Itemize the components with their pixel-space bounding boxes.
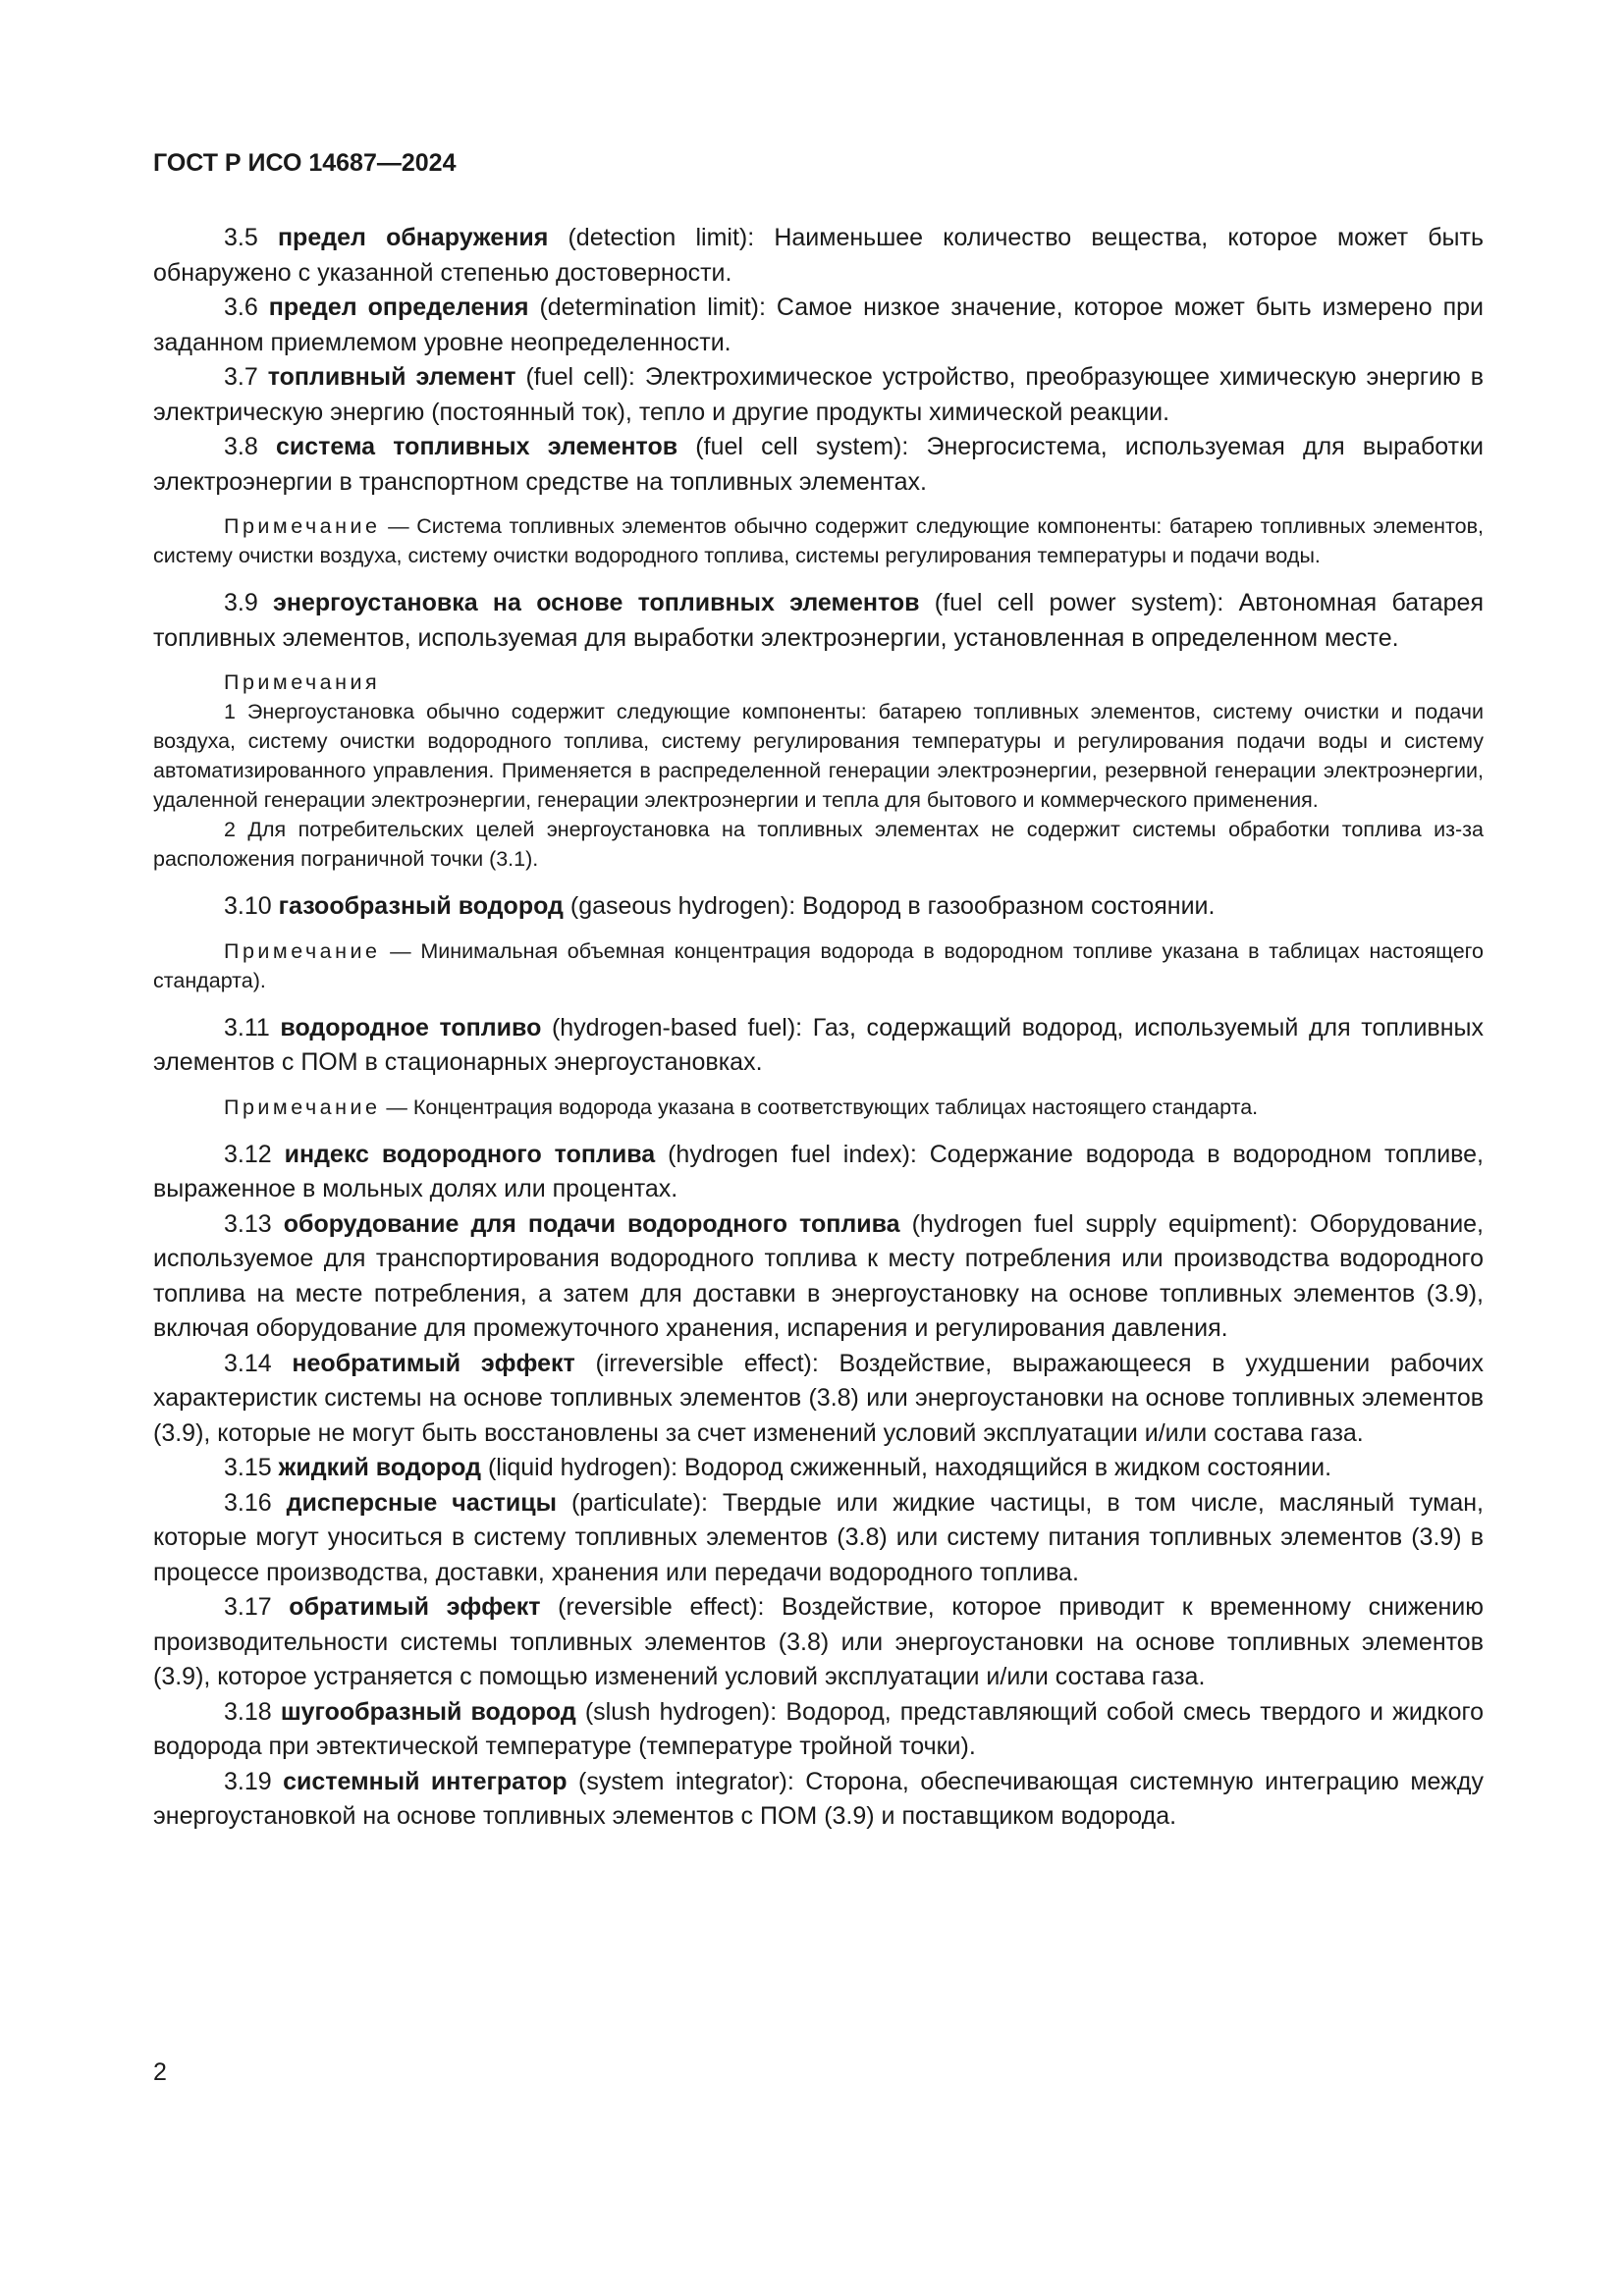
entry-term: обратимый эффект: [289, 1593, 541, 1621]
term-entry-3-12: [153, 1138, 1484, 1207]
entry-definition: (determination limit): Самое низкое значение, которое может быть измерено при заданном приемлемом уровне неопределенности.: [153, 294, 1484, 356]
entry-term: предел определения: [268, 294, 529, 321]
page-number: 2: [153, 2058, 167, 2086]
entry-definition: (irreversible effect): Воздействие, выражающееся в ухудшении рабочих характеристик системы на основе топливных элементов (3.8) или энергоустановки на основе топливных элементов (3.9), которые не могут быть восстановлены за счет изменений условий эксплуатации и/или состава газа.: [153, 1349, 1484, 1447]
term-entry-3-11: [153, 1011, 1484, 1081]
entry-term: система топливных элементов: [275, 433, 678, 460]
entry-number: 3.8: [224, 433, 258, 460]
entry-term: системный интегратор: [283, 1767, 568, 1795]
entry-number: 3.11: [224, 1013, 270, 1041]
entry-definition: (slush hydrogen): Водород, представляющий собой смесь твердого и жидкого водорода при эвтектической температуре (температуре тройной точки).: [153, 1697, 1484, 1760]
entry-number: 3.9: [224, 589, 258, 616]
document-code-header: ГОСТ Р ИСО 14687—2024: [153, 149, 457, 177]
entry-definition: (hydrogen fuel supply equipment): Оборудование, используемое для транспортирования водородного топлива к месту потребления или производства водородного топлива на месте потребления, а затем для доставки в энергоустановку на основе топливных элементов (3.9), включая оборудование для промежуточного хранения, испарения и регулирования давления.: [153, 1209, 1485, 1342]
entry-definition: (liquid hydrogen): Водород сжиженный, находящийся в жидком состоянии.: [481, 1454, 1332, 1481]
term-entry-3-9: [153, 586, 1484, 656]
entry-term: дисперсные частицы: [286, 1488, 557, 1517]
term-entry-3-17: [153, 1590, 1484, 1695]
entry-term: индекс водородного топлива: [284, 1140, 656, 1168]
entry-definition: (detection limit): Наименьшее количество вещества, которое может быть обнаружено с указанной степенью достоверности.: [153, 224, 1484, 287]
entry-definition: (reversible effect): Воздействие, которое приводит к временному снижению производительности системы топливных элементов (3.8) или энергоустановки на основе топливных элементов (3.9), которое устраняется с помощью изменений условий эксплуатации и/или состава газа.: [153, 1593, 1484, 1690]
term-entry-3-19: [153, 1765, 1484, 1835]
term-entry-3-10: [153, 889, 1484, 925]
entry-number: 3.7: [224, 363, 258, 391]
term-entry-3-5: [153, 221, 1484, 291]
entry-number: 3.19: [224, 1767, 272, 1795]
notes-heading-3-9: [153, 667, 1484, 697]
note-label: Примечание: [224, 938, 381, 963]
entry-definition: (fuel cell power system): Автономная батарея топливных элементов, используемая для выработки электроэнергии, установленная в определенном месте.: [153, 589, 1484, 652]
entry-definition: (hydrogen-based fuel): Газ, содержащий водород, используемый для топливных элементов с ПОМ в стационарных энергоустановках.: [153, 1013, 1484, 1076]
entry-number: 3.16: [224, 1488, 272, 1517]
note-item-3-9-1: 1 Энергоустановка обычно содержит следующие компоненты: батарею топливных элементов, систему очистки и подачи воздуха, систему очистки водородного топлива, систему регулирования температуры и регулирования подачи воды и систему автоматизированного управления. Применяется в распределенной генерации электроэнергии, резервной генерации электроэнергии, удаленной генерации электроэнергии, генерации электроэнергии и тепла для бытового и коммерческого применения.: [153, 700, 1484, 812]
note-3-8: [153, 511, 1484, 570]
entry-number: 3.18: [224, 1697, 272, 1726]
term-entry-3-8: [153, 430, 1484, 500]
entry-term: газообразный водород: [278, 892, 564, 920]
notes-label: Примечания: [224, 670, 381, 694]
entry-number: 3.10: [224, 892, 272, 920]
note-label: Примечание: [224, 1095, 381, 1119]
term-entry-3-15: [153, 1451, 1484, 1486]
note-label: Примечание: [224, 514, 381, 538]
term-entry-3-6: [153, 291, 1484, 360]
entry-definition: (fuel cell): Электрохимическое устройство, преобразующее химическую энергию в электрическую энергию (постоянный ток), тепло и другие продукты химической реакции.: [153, 363, 1484, 426]
entry-term: предел обнаружения: [277, 224, 549, 251]
entry-term: энергоустановка на основе топливных элементов: [273, 589, 920, 616]
entry-number: 3.17: [224, 1593, 272, 1621]
entry-term: водородное топливо: [280, 1013, 542, 1041]
term-entry-3-7: [153, 360, 1484, 430]
entry-number: 3.12: [224, 1140, 272, 1168]
note-3-10: [153, 936, 1484, 995]
entry-term: оборудование для подачи водородного топлива: [283, 1209, 900, 1238]
entry-number: 3.14: [224, 1349, 272, 1377]
note-text: — Система топливных элементов обычно содержит следующие компоненты: батарею топливных элементов, систему очистки воздуха, систему очистки водородного топлива, системы регулирования температуры и подачи воды.: [153, 514, 1484, 567]
note-3-11: [153, 1093, 1484, 1122]
note-item-3-9-2: 2 Для потребительских целей энергоустановка на топливных элементах не содержит системы обработки топлива из-за расположения пограничной точки (3.1).: [153, 818, 1484, 871]
term-entry-3-14: [153, 1347, 1484, 1452]
entry-definition: (fuel cell system): Энергосистема, используемая для выработки электроэнергии в транспортном средстве на топливных элементах.: [153, 433, 1484, 496]
entry-term: жидкий водород: [278, 1454, 481, 1481]
entry-term: шугообразный водород: [280, 1697, 576, 1726]
entry-term: топливный элемент: [267, 363, 516, 391]
term-entry-3-13: [153, 1207, 1484, 1347]
entry-number: 3.15: [224, 1454, 272, 1481]
document-body: [153, 221, 1484, 1835]
entry-definition: (gaseous hydrogen): Водород в газообразном состоянии.: [563, 892, 1216, 920]
note-text: — Концентрация водорода указана в соответствующих таблицах настоящего стандарта.: [380, 1095, 1259, 1119]
entry-number: 3.5: [224, 224, 258, 251]
note-text: — Минимальная объемная концентрация водорода в водородном топливе указана в таблицах настоящего стандарта).: [153, 938, 1484, 992]
entry-number: 3.6: [224, 294, 258, 321]
entry-definition: (hydrogen fuel index): Содержание водорода в водородном топливе, выраженное в мольных долях или процентах.: [153, 1140, 1485, 1202]
term-entry-3-18: [153, 1695, 1484, 1765]
entry-number: 3.13: [224, 1209, 272, 1238]
entry-term: необратимый эффект: [292, 1349, 575, 1377]
entry-definition: (system integrator): Сторона, обеспечивающая системную интеграцию между энергоустановкой на основе топливных элементов с ПОМ (3.9) и поставщиком водорода.: [153, 1767, 1484, 1830]
entry-definition: (particulate): Твердые или жидкие частицы, в том числе, масляный туман, которые могут уноситься в систему топливных элементов (3.8) или систему питания топливных элементов (3.9) в процессе производства, доставки, хранения или передачи водородного топлива.: [153, 1488, 1484, 1586]
term-entry-3-16: [153, 1486, 1484, 1591]
